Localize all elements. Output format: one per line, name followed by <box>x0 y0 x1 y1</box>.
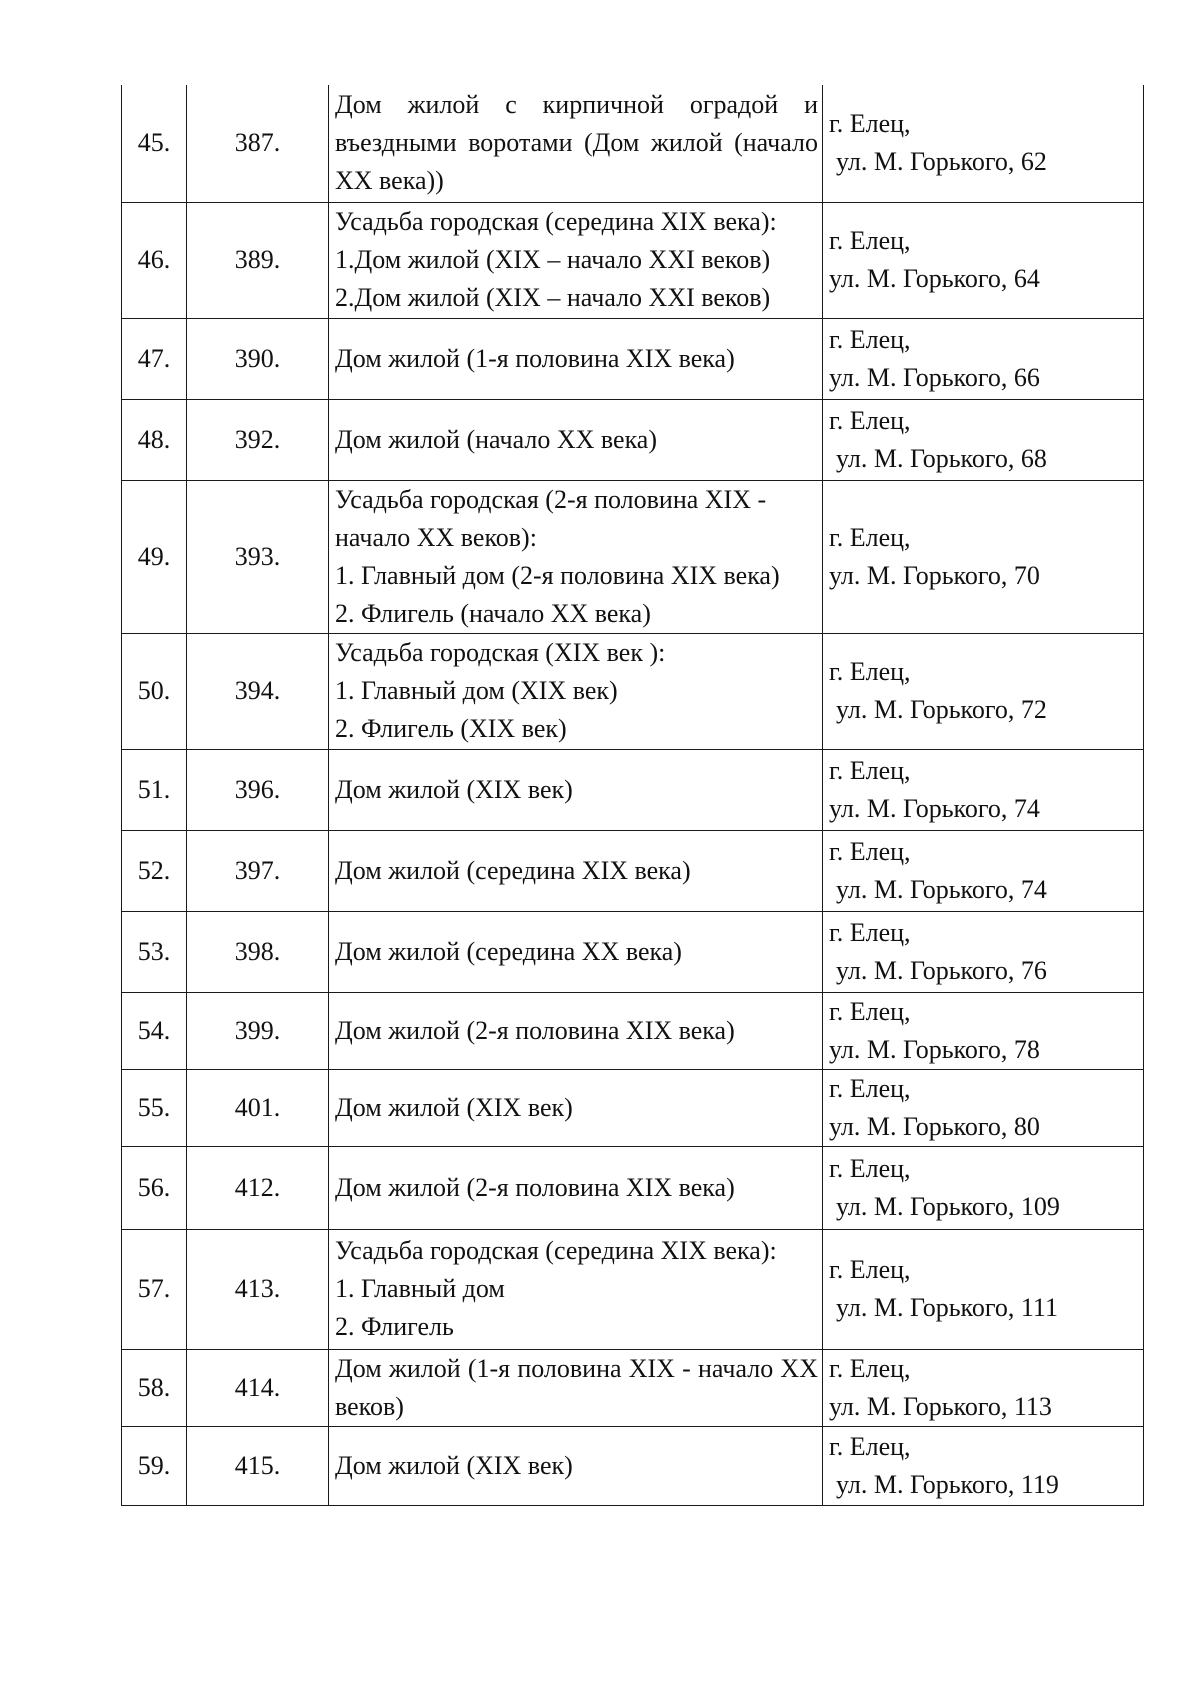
address-city: г. Елец, <box>829 657 911 686</box>
object-name-line: Дом жилой (XIX век) <box>335 774 573 804</box>
object-address <box>823 1069 1144 1146</box>
table-row <box>122 85 1144 202</box>
address-street: ул. М. Горького, 119 <box>836 1469 1059 1499</box>
object-name <box>329 830 823 911</box>
registry-number: 394. <box>187 633 329 749</box>
table-row <box>122 202 1144 318</box>
object-name-line: Усадьба городская (середина XIX века): <box>335 207 777 236</box>
object-name-line: Дом жилой (2-я половина XIX века) <box>335 1172 735 1202</box>
object-name-line: 1. Главный дом (2-я половина XIX века) <box>335 560 780 590</box>
row-number: 46. <box>122 202 187 318</box>
object-name <box>329 1146 823 1229</box>
table-row <box>122 992 1144 1069</box>
row-number: 45. <box>122 85 187 202</box>
address-street: ул. М. Горького, 74 <box>829 793 1040 823</box>
registry-number: 398. <box>187 911 329 992</box>
object-address <box>823 911 1144 992</box>
table-row <box>122 633 1144 749</box>
object-address <box>823 85 1144 202</box>
table-row <box>122 318 1144 399</box>
registry-number: 399. <box>187 992 329 1069</box>
address-city: г. Елец, <box>829 1255 911 1284</box>
object-name-line: 2. Флигель <box>335 1312 454 1341</box>
object-name <box>329 399 823 480</box>
object-name-line: Дом жилой (XIX век) <box>335 1450 573 1480</box>
object-address <box>823 399 1144 480</box>
table-body <box>122 85 1144 1505</box>
registry-number: 396. <box>187 749 329 830</box>
monuments-table <box>121 85 1144 1506</box>
object-address <box>823 749 1144 830</box>
object-address <box>823 202 1144 318</box>
registry-number: 412. <box>187 1146 329 1229</box>
address-street: ул. М. Горького, 64 <box>829 264 1040 293</box>
object-name-line: Дом жилой (начало XX века) <box>335 424 658 454</box>
table-row <box>122 830 1144 911</box>
object-name-line: Дом жилой (середина XIX века) <box>335 855 691 885</box>
registry-number: 392. <box>187 399 329 480</box>
table-row <box>122 1069 1144 1146</box>
address-city: г. Елец, <box>829 109 911 139</box>
object-name <box>329 992 823 1069</box>
object-name <box>329 911 823 992</box>
object-address <box>823 1229 1144 1349</box>
row-number: 53. <box>122 911 187 992</box>
address-city: г. Елец, <box>829 1153 911 1183</box>
object-name <box>329 633 823 749</box>
row-number: 57. <box>122 1229 187 1349</box>
address-street: ул. М. Горького, 113 <box>829 1391 1052 1421</box>
address-street: ул. М. Горького, 80 <box>829 1111 1040 1141</box>
table-row <box>122 480 1144 633</box>
object-address <box>823 318 1144 399</box>
object-name <box>329 318 823 399</box>
object-name-line: начало XX веков): <box>335 522 537 552</box>
row-number: 59. <box>122 1426 187 1505</box>
object-name-line: 1.Дом жилой (XIX – начало XXI веков) <box>335 245 771 274</box>
object-name-line: Дом жилой (1-я половина XIX века) <box>335 343 735 373</box>
row-number: 48. <box>122 399 187 480</box>
address-street: ул. М. Горького, 74 <box>836 874 1047 904</box>
table-row <box>122 749 1144 830</box>
object-name <box>329 1069 823 1146</box>
address-city: г. Елец, <box>829 324 911 354</box>
registry-number: 415. <box>187 1426 329 1505</box>
row-number: 58. <box>122 1349 187 1426</box>
address-street: ул. М. Горького, 109 <box>836 1191 1060 1221</box>
object-name-line: Дом жилой (2-я половина XIX века) <box>335 1015 735 1045</box>
table-row <box>122 1349 1144 1426</box>
object-address <box>823 1426 1144 1505</box>
address-street: ул. М. Горького, 68 <box>836 443 1047 473</box>
address-street: ул. М. Горького, 66 <box>829 362 1040 392</box>
object-name-line: 2. Флигель (XIX век) <box>335 714 567 743</box>
address-city: г. Елец, <box>829 1431 911 1461</box>
table-row <box>122 399 1144 480</box>
address-city: г. Елец, <box>829 1353 911 1383</box>
address-city: г. Елец, <box>829 522 911 552</box>
row-number: 54. <box>122 992 187 1069</box>
address-city: г. Елец, <box>829 755 911 785</box>
address-street: ул. М. Горького, 76 <box>836 955 1047 985</box>
registry-number: 387. <box>187 85 329 202</box>
address-city: г. Елец, <box>829 836 911 866</box>
object-address <box>823 480 1144 633</box>
table-row <box>122 911 1144 992</box>
address-city: г. Елец, <box>829 996 911 1026</box>
row-number: 47. <box>122 318 187 399</box>
address-city: г. Елец, <box>829 405 911 435</box>
registry-number: 413. <box>187 1229 329 1349</box>
object-address <box>823 992 1144 1069</box>
object-name-line: 2. Флигель (начало XX века) <box>335 598 651 628</box>
object-name-line: Усадьба городская (2-я половина XIX - <box>335 484 767 514</box>
object-name-line: 2.Дом жилой (XIX – начало XXI веков) <box>335 283 771 312</box>
object-name-line: 1. Главный дом <box>335 1274 505 1303</box>
object-address <box>823 633 1144 749</box>
object-name <box>329 202 823 318</box>
object-name <box>329 1426 823 1505</box>
table-row <box>122 1146 1144 1229</box>
row-number: 49. <box>122 480 187 633</box>
registry-number: 397. <box>187 830 329 911</box>
registry-number: 389. <box>187 202 329 318</box>
address-city: г. Елец, <box>829 226 911 255</box>
address-street: ул. М. Горького, 78 <box>829 1034 1040 1064</box>
object-name-line: Дом жилой (XIX век) <box>335 1092 573 1122</box>
object-name: Дом жилой (1-я половина XIX - начало XX веков) <box>329 1349 823 1426</box>
row-number: 52. <box>122 830 187 911</box>
table-row <box>122 1426 1144 1505</box>
registry-number: 393. <box>187 480 329 633</box>
registry-number: 414. <box>187 1349 329 1426</box>
address-city: г. Елец, <box>829 917 911 947</box>
object-address <box>823 1349 1144 1426</box>
object-name <box>329 480 823 633</box>
row-number: 51. <box>122 749 187 830</box>
object-name-line: Усадьба городская (середина XIX века): <box>335 1236 777 1265</box>
object-address <box>823 830 1144 911</box>
row-number: 56. <box>122 1146 187 1229</box>
registry-number: 401. <box>187 1069 329 1146</box>
address-street: ул. М. Горького, 72 <box>836 695 1047 724</box>
row-number: 50. <box>122 633 187 749</box>
object-name <box>329 749 823 830</box>
row-number: 55. <box>122 1069 187 1146</box>
object-name-line: Дом жилой (середина XX века) <box>335 936 682 966</box>
table-row <box>122 1229 1144 1349</box>
address-city: г. Елец, <box>829 1073 911 1103</box>
object-name-line: 1. Главный дом (XIX век) <box>335 676 618 705</box>
object-name-line: Усадьба городская (XIX век ): <box>335 638 666 667</box>
address-street: ул. М. Горького, 70 <box>829 560 1040 590</box>
object-name <box>329 1229 823 1349</box>
object-address <box>823 1146 1144 1229</box>
registry-number: 390. <box>187 318 329 399</box>
address-street: ул. М. Горького, 62 <box>836 147 1047 177</box>
address-street: ул. М. Горького, 111 <box>836 1293 1058 1322</box>
object-name: Дом жилой с кирпичной оградой и въездными воротами (Дом жилой (начало XX века)) <box>329 85 823 202</box>
